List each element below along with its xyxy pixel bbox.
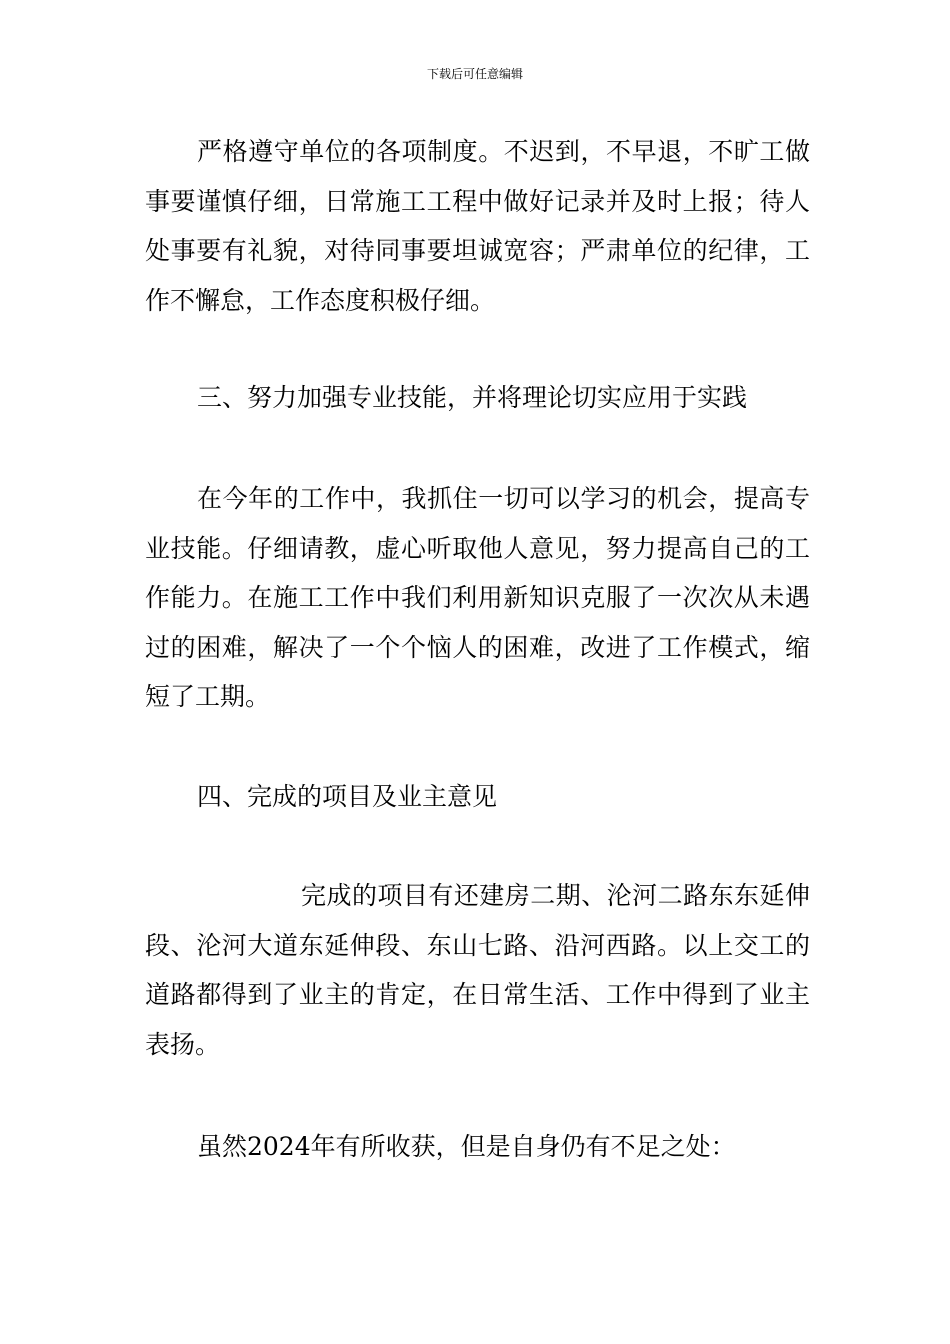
section-heading-3: 三、努力加强专业技能，并将理论切实应用于实践: [197, 383, 748, 412]
paragraph-discipline: 严格遵守单位的各项制度。不迟到，不早退，不旷工做事要谨慎仔细，日常施工工程中做好记录并及时上报；待人处事要有礼貌，对待同事要坦诚宽容；严肃单位的纪律，工作不懈怠，工作态度积极仔细。: [145, 137, 810, 315]
header-note: 下载后可任意编辑: [426, 67, 523, 81]
paragraph-projects: 完成的项目有还建房二期、沦河二路东东延伸段、沦河大道东延伸段、东山七路、沿河西路。以上交工的道路都得到了业主的肯定，在日常生活、工作中得到了业主表扬。: [145, 881, 810, 1059]
paragraph-shortcomings: 虽然2024年有所收获，但是自身仍有不足之处：: [197, 1132, 736, 1161]
section-heading-4: 四、完成的项目及业主意见: [197, 782, 498, 811]
paragraph-skills: 在今年的工作中，我抓住一切可以学习的机会，提高专业技能。仔细请教，虚心听取他人意见，努力提高自己的工作能力。在施工工作中我们利用新知识克服了一次次从未遇过的困难，解决了一个个恼人的困难，改进了工作模式，缩短了工期。: [145, 484, 810, 711]
